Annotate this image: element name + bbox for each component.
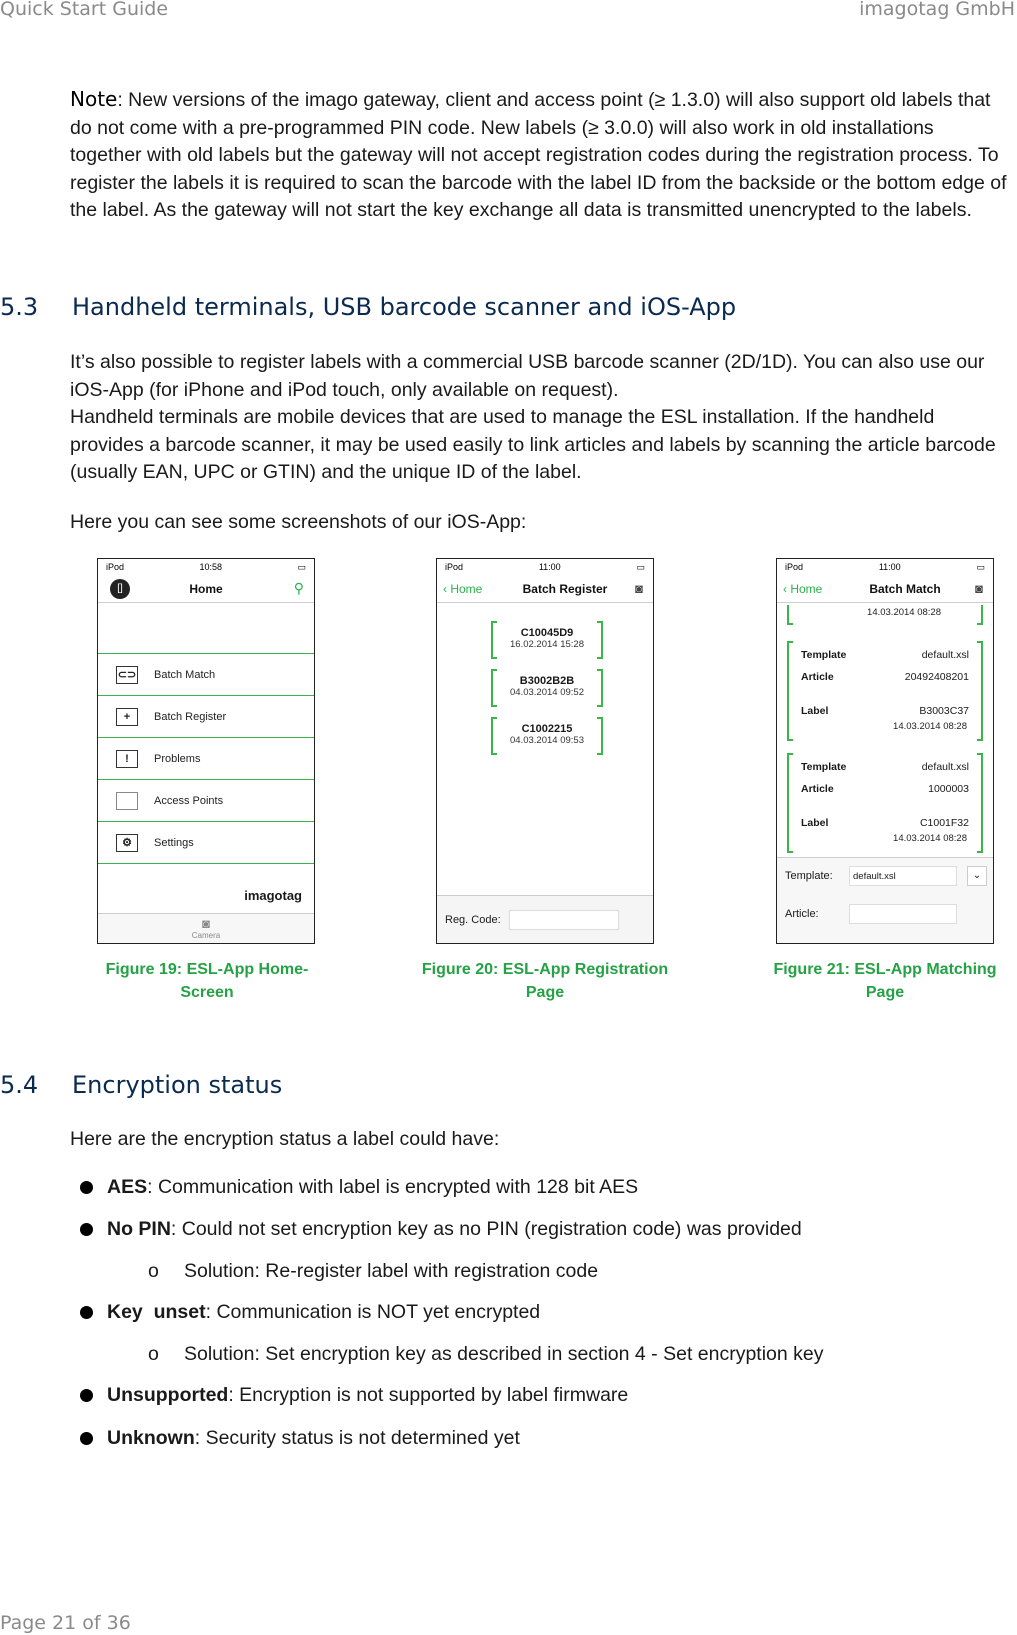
section-title: Handheld terminals, USB barcode scanner and iOS-App: [72, 293, 737, 321]
bullet: [80, 1181, 93, 1194]
entry-code: C10045D9: [520, 627, 574, 639]
template-field-value: default.xsl: [849, 866, 957, 886]
caption-line: Page: [525, 984, 565, 1001]
list-item: [80, 1218, 802, 1241]
camera-icon: ◙: [635, 581, 643, 596]
match-date: 14.03.2014 08:28: [893, 721, 967, 732]
bullet: [80, 1389, 93, 1402]
battery-icon: ▭: [976, 561, 985, 572]
search-icon: ⚲: [293, 580, 304, 596]
template-field-label: Template:: [785, 870, 833, 882]
nav-bar: [98, 575, 314, 603]
nav-title: Home: [189, 581, 223, 596]
section-number: 5.3: [0, 293, 39, 321]
caption-line: Screen: [180, 984, 234, 1001]
menu-label: Problems: [154, 752, 201, 765]
status-desc: : Communication is NOT yet encrypted: [205, 1301, 541, 1323]
header-company: imagotag GmbH: [859, 0, 1015, 20]
field-value: B3003C37: [919, 705, 969, 717]
nav-bar: [777, 575, 993, 603]
note-paragraph: [70, 86, 1010, 225]
menu-item-problems: [98, 738, 314, 780]
bullet: [80, 1432, 93, 1445]
nav-title: Batch Match: [869, 581, 941, 596]
note-text: : New versions of the imago gateway, client and access point (≥ 1.3.0) will also support old labels that do not come with a pre-programmed PIN code. New labels (≥ 3.0.0) will also work in old installations together with old labels but the gateway will not accept registration codes during the registration process. To register the labels it is required to scan the barcode with the label ID from the backside or the bottom edge of the label. As the gateway will not start the key exchange all data is transmitted unencrypted to the labels.: [70, 89, 1007, 221]
caption-line: Figure 19: ESL-App Home-: [105, 961, 309, 978]
article-field-input: [849, 904, 957, 924]
status-term: Unsupported: [107, 1384, 229, 1406]
match-block: [787, 641, 983, 741]
match-date: 14.03.2014 08:28: [893, 833, 967, 844]
field-label: Article: [801, 783, 834, 795]
battery-icon: ▭: [636, 561, 645, 572]
register-entry: [491, 717, 603, 755]
status-desc: : Could not set encryption key as no PIN (registration code) was provided: [170, 1218, 802, 1240]
menu-item-batch-match: [98, 654, 314, 696]
battery-icon: ▭: [297, 561, 306, 572]
menu-label: Batch Register: [154, 710, 227, 723]
status-desc: : Communication with label is encrypted with 128 bit AES: [147, 1176, 639, 1198]
field-label: Label: [801, 817, 829, 829]
screenshot-match: [776, 558, 994, 944]
screenshot-home: [97, 558, 315, 944]
exclamation-icon: !: [116, 750, 138, 768]
field-label: Label: [801, 705, 829, 717]
screenshot-register: [436, 558, 654, 944]
page-number: Page 21 of 36: [0, 1612, 131, 1634]
entry-code: B3002B2B: [519, 675, 575, 687]
reg-code-bar: [437, 895, 653, 943]
reg-code-input: [509, 910, 619, 930]
list-item: [80, 1427, 520, 1450]
field-label: Article: [801, 671, 834, 683]
header-title: Quick Start Guide: [0, 0, 169, 20]
menu-label: Batch Match: [154, 668, 216, 681]
link-icon: ⊂⊃: [116, 666, 138, 684]
status-desc: : Encryption is not supported by label firmware: [228, 1384, 629, 1406]
field-value: 1000003: [928, 783, 969, 795]
match-block: [787, 753, 983, 853]
status-bar: [98, 559, 314, 575]
entry-date: 16.02.2014 15:28: [510, 639, 584, 650]
carrier: iPod: [106, 562, 125, 572]
field-value: default.xsl: [921, 761, 969, 773]
section-number: 5.4: [0, 1071, 39, 1099]
bullet: [80, 1306, 93, 1319]
register-entry: [491, 621, 603, 659]
list-item: [80, 1384, 628, 1407]
carrier: iPod: [785, 562, 804, 572]
field-value: C1001F32: [919, 817, 969, 829]
figure-caption: [760, 958, 1010, 1004]
status-term: No PIN: [107, 1218, 171, 1240]
clock: 11:00: [538, 562, 561, 572]
list-item: [80, 1176, 638, 1199]
match-block-partial: [787, 605, 983, 625]
field-label: Template: [801, 761, 847, 773]
nav-title: Batch Register: [522, 581, 608, 596]
caption-line: Figure 21: ESL-App Matching: [773, 961, 997, 978]
carrier: iPod: [445, 562, 464, 572]
chevron-down-icon: ⌄: [967, 866, 987, 886]
entry-date: 04.03.2014 09:53: [510, 735, 584, 746]
tab-bar: [98, 913, 314, 943]
section-heading-5-4: [0, 1071, 282, 1099]
back-label: Home: [450, 581, 483, 596]
folder-icon: [116, 792, 138, 810]
tab-label: Camera: [191, 931, 221, 940]
chevron-left-icon: ‹: [783, 581, 787, 596]
clock: 11:00: [878, 562, 901, 572]
section-heading-5-3: [0, 293, 736, 321]
status-term: Key unset: [107, 1301, 206, 1323]
match-date: 14.03.2014 08:28: [867, 607, 941, 618]
camera-icon: ◙: [975, 581, 983, 596]
register-entry: [491, 669, 603, 707]
note-label: Note: [70, 87, 118, 111]
gear-icon: ⚙: [116, 834, 138, 852]
sub-list-item: [148, 1260, 598, 1283]
section-title: Encryption status: [72, 1071, 283, 1099]
field-label: Template: [801, 649, 847, 661]
plus-icon: +: [116, 708, 138, 726]
menu-item-settings: [98, 822, 314, 864]
status-term: AES: [107, 1176, 148, 1198]
camera-icon: ◙: [202, 916, 210, 931]
entry-code: C1002215: [521, 723, 573, 735]
list-item: [80, 1301, 540, 1324]
entry-date: 04.03.2014 09:52: [510, 687, 584, 698]
menu-item-access-points: [98, 780, 314, 822]
sub-item-text: Solution: Set encryption key as described in section 4 - Set encryption key: [184, 1343, 824, 1365]
status-bar: [777, 559, 993, 575]
field-value: default.xsl: [921, 649, 969, 661]
field-value: 20492408201: [904, 671, 969, 683]
chevron-left-icon: ‹: [443, 581, 447, 596]
menu-label: Access Points: [154, 794, 224, 807]
sub-bullet: o: [148, 1343, 159, 1365]
paragraph: Here are the encryption status a label could have:: [70, 1128, 500, 1150]
brand-logo: imagotag: [244, 888, 302, 903]
clock: 10:58: [199, 562, 223, 572]
back-label: Home: [790, 581, 823, 596]
bullet: [80, 1223, 93, 1236]
nav-bar: [437, 575, 653, 603]
sub-bullet: o: [148, 1260, 159, 1282]
caption-line: Page: [865, 984, 905, 1001]
status-desc: : Security status is not determined yet: [194, 1427, 520, 1449]
article-field-label: Article:: [785, 908, 819, 920]
sub-item-text: Solution: Re-register label with registration code: [184, 1260, 599, 1282]
menu-icon: []: [110, 579, 130, 599]
status-term: Unknown: [107, 1427, 195, 1449]
paragraph: Here you can see some screenshots of our iOS-App:: [70, 511, 527, 533]
caption-line: Figure 20: ESL-App Registration: [421, 961, 669, 978]
figure-caption: [408, 958, 682, 1004]
reg-code-label: Reg. Code:: [445, 913, 501, 926]
status-bar: [437, 559, 653, 575]
sub-list-item: [148, 1343, 824, 1366]
menu-item-batch-register: [98, 696, 314, 738]
match-form: [777, 857, 993, 943]
figure-caption: [82, 958, 332, 1004]
paragraph: Handheld terminals are mobile devices that are used to manage the ESL installation. If the handheld provides a barcode scanner, it may be used easily to link articles and labels by scanning the article barcode (usually EAN, UPC or GTIN) and the unique ID of the label.: [70, 406, 996, 483]
menu-label: Settings: [154, 836, 194, 849]
paragraph: It’s also possible to register labels with a commercial USB barcode scanner (2D/1D). You can also use our iOS-App (for iPhone and iPod touch, only available on request).: [70, 351, 985, 401]
